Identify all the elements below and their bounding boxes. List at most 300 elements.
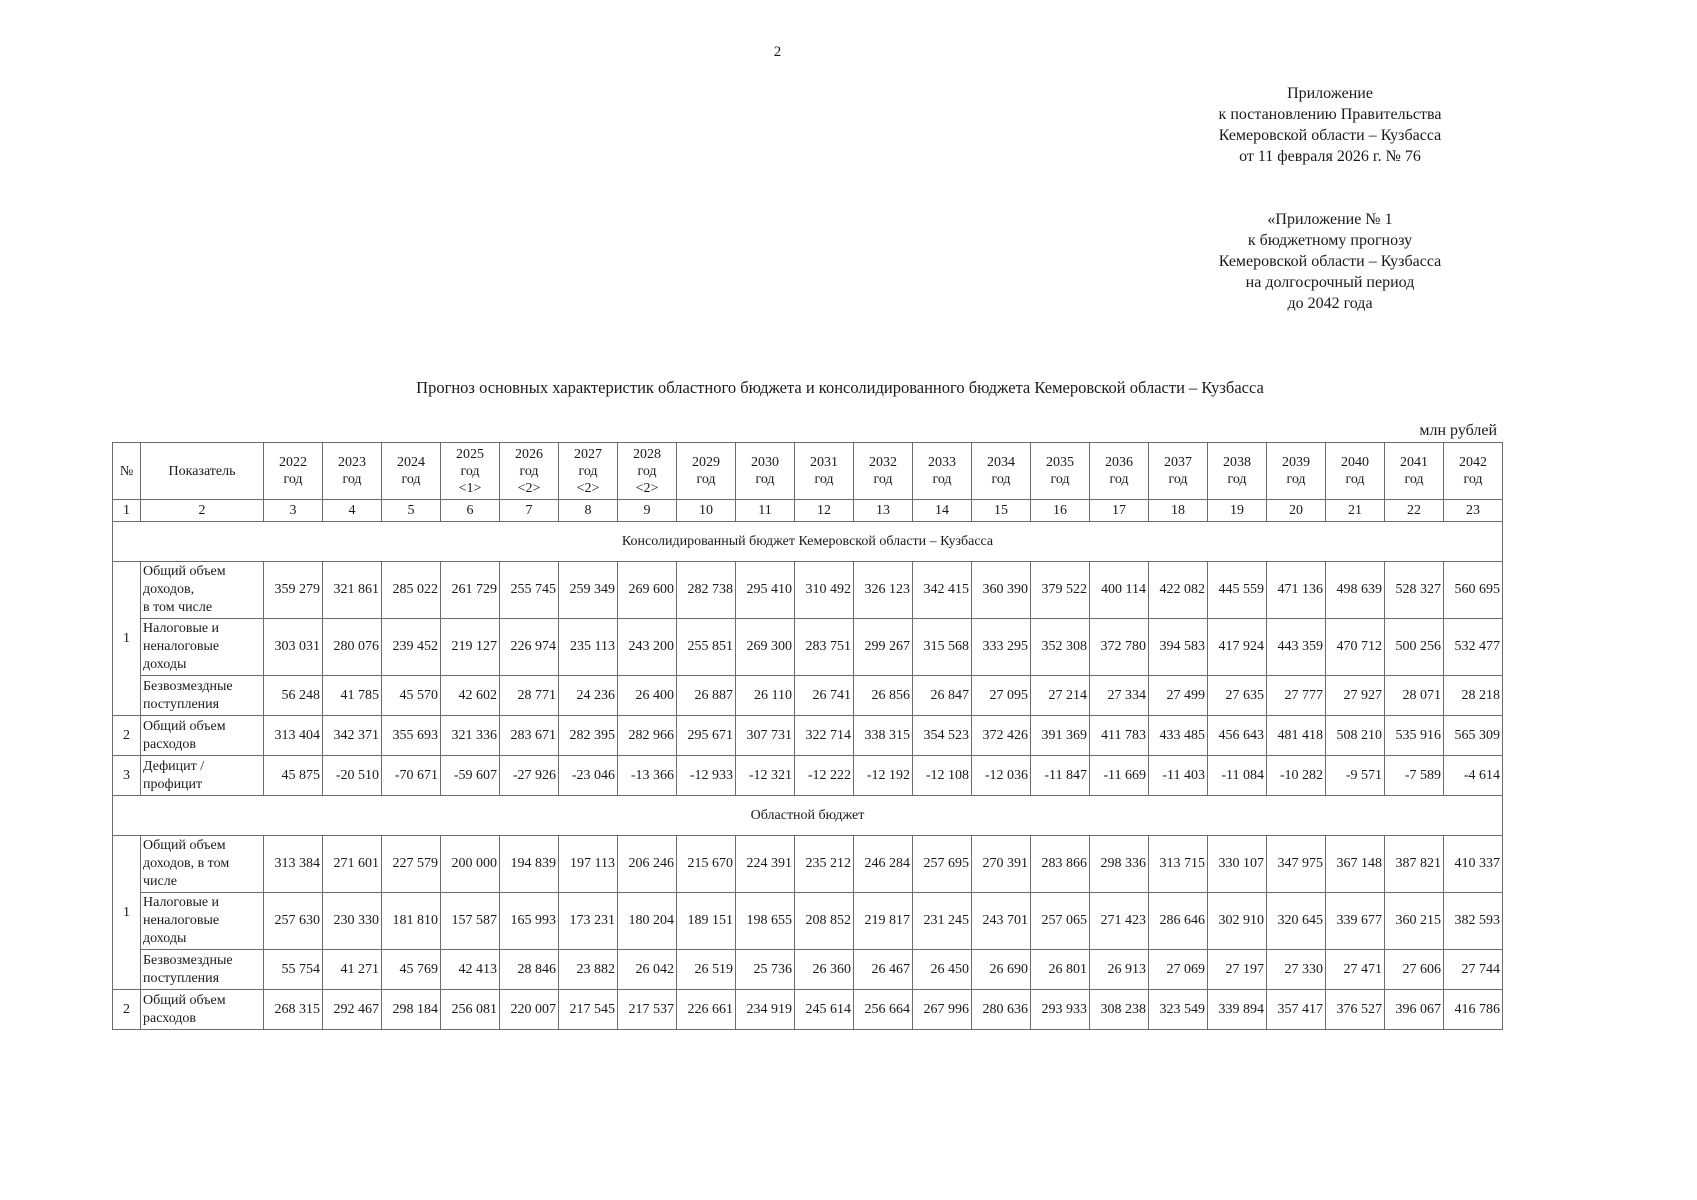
- header-year: [1444, 443, 1503, 500]
- value-cell: -12 222: [795, 756, 854, 796]
- row-label-line: Налоговые и: [143, 895, 220, 910]
- value-cell: 45 769: [382, 950, 441, 990]
- header-year-line: 2041: [1400, 455, 1428, 470]
- header-number: №: [113, 443, 141, 500]
- value-cell: 359 279: [264, 562, 323, 619]
- header-year-line: год: [814, 472, 834, 487]
- budget-forecast-table: [112, 442, 1503, 1030]
- value-cell: 347 975: [1267, 836, 1326, 893]
- value-cell: 326 123: [854, 562, 913, 619]
- header-year-line: год: [932, 472, 952, 487]
- header-year-line: 2042: [1459, 455, 1487, 470]
- value-cell: 234 919: [736, 990, 795, 1030]
- row-label-line: неналоговые: [143, 639, 220, 654]
- header-year: [972, 443, 1031, 500]
- value-cell: 565 309: [1444, 716, 1503, 756]
- value-cell: 410 337: [1444, 836, 1503, 893]
- column-number: 21: [1326, 500, 1385, 522]
- value-cell: 342 371: [323, 716, 382, 756]
- value-cell: 416 786: [1444, 990, 1503, 1030]
- header-year-line: год: [1286, 472, 1306, 487]
- value-cell: 471 136: [1267, 562, 1326, 619]
- value-cell: 261 729: [441, 562, 500, 619]
- header-year-line: год: [1345, 472, 1365, 487]
- value-cell: 282 395: [559, 716, 618, 756]
- value-cell: -4 614: [1444, 756, 1503, 796]
- appendix-line: к постановлению Правительства: [1218, 106, 1442, 123]
- row-label-line: в том числе: [143, 600, 213, 615]
- value-cell: 256 081: [441, 990, 500, 1030]
- header-year-line: год: [873, 472, 893, 487]
- value-cell: 308 238: [1090, 990, 1149, 1030]
- header-year: [382, 443, 441, 500]
- value-cell: 372 426: [972, 716, 1031, 756]
- row-label-line: Налоговые и: [143, 621, 220, 636]
- value-cell: 28 218: [1444, 676, 1503, 716]
- value-cell: 26 690: [972, 950, 1031, 990]
- value-cell: 243 701: [972, 893, 1031, 950]
- row-label: [141, 990, 264, 1030]
- value-cell: 198 655: [736, 893, 795, 950]
- header-year-line: год: [637, 463, 657, 479]
- appendix-line: на долгосрочный период: [1245, 274, 1415, 291]
- value-cell: -12 036: [972, 756, 1031, 796]
- value-cell: 321 336: [441, 716, 500, 756]
- value-cell: 456 643: [1208, 716, 1267, 756]
- value-cell: 42 413: [441, 950, 500, 990]
- row-label-line: Дефицит /: [143, 758, 205, 774]
- header-year: [1326, 443, 1385, 500]
- column-number: 18: [1149, 500, 1208, 522]
- value-cell: 417 924: [1208, 619, 1267, 676]
- value-cell: 338 315: [854, 716, 913, 756]
- row-label-line: доходы: [143, 931, 187, 946]
- value-cell: -10 282: [1267, 756, 1326, 796]
- document-title: Прогноз основных характеристик областного бюджета и консолидированного бюджета Кемеровской области – Кузбасса: [416, 378, 1264, 397]
- row-number: 1: [113, 562, 141, 716]
- table-row: [113, 950, 1503, 990]
- value-cell: -12 108: [913, 756, 972, 796]
- row-label-line: неналоговые: [143, 913, 220, 928]
- value-cell: 282 966: [618, 716, 677, 756]
- value-cell: 330 107: [1208, 836, 1267, 893]
- value-cell: 508 210: [1326, 716, 1385, 756]
- header-year: [1031, 443, 1090, 500]
- value-cell: 27 334: [1090, 676, 1149, 716]
- header-year: [1208, 443, 1267, 500]
- value-cell: 27 214: [1031, 676, 1090, 716]
- row-label-line: Общий объем: [143, 718, 226, 734]
- row-label-line: Безвозмездные: [143, 952, 233, 968]
- header-year-line: год: [1227, 472, 1247, 487]
- header-year-line: год: [401, 472, 421, 487]
- row-label: [141, 893, 264, 950]
- header-year-line: <1>: [458, 480, 482, 496]
- header-year-line: 2024: [397, 455, 425, 470]
- row-label: [141, 756, 264, 796]
- value-cell: 372 780: [1090, 619, 1149, 676]
- value-cell: 224 391: [736, 836, 795, 893]
- value-cell: 26 913: [1090, 950, 1149, 990]
- row-number: 2: [113, 716, 141, 756]
- value-cell: 27 744: [1444, 950, 1503, 990]
- column-number: 22: [1385, 500, 1444, 522]
- header-year-line: год: [991, 472, 1011, 487]
- value-cell: 45 875: [264, 756, 323, 796]
- value-cell: 42 602: [441, 676, 500, 716]
- value-cell: 257 630: [264, 893, 323, 950]
- header-year-line: 2028: [633, 446, 661, 462]
- value-cell: -59 607: [441, 756, 500, 796]
- header-year-line: 2033: [928, 455, 956, 470]
- header-year-line: год: [460, 463, 480, 479]
- header-year-line: 2023: [338, 455, 366, 470]
- value-cell: 27 606: [1385, 950, 1444, 990]
- value-cell: 27 635: [1208, 676, 1267, 716]
- header-year-line: год: [342, 472, 362, 487]
- header-year: [618, 443, 677, 500]
- row-number: 3: [113, 756, 141, 796]
- value-cell: -11 403: [1149, 756, 1208, 796]
- value-cell: 310 492: [795, 562, 854, 619]
- value-cell: 532 477: [1444, 619, 1503, 676]
- value-cell: 560 695: [1444, 562, 1503, 619]
- value-cell: 173 231: [559, 893, 618, 950]
- header-year-line: год: [283, 472, 303, 487]
- value-cell: 220 007: [500, 990, 559, 1030]
- table-row: [113, 716, 1503, 756]
- value-cell: 299 267: [854, 619, 913, 676]
- header-year-line: 2038: [1223, 455, 1251, 470]
- row-label-line: доходов,: [143, 582, 195, 597]
- value-cell: 315 568: [913, 619, 972, 676]
- value-cell: -27 926: [500, 756, 559, 796]
- value-cell: 227 579: [382, 836, 441, 893]
- value-cell: 298 336: [1090, 836, 1149, 893]
- header-year-line: 2036: [1105, 455, 1133, 470]
- header-year: [500, 443, 559, 500]
- header-year-line: год: [519, 463, 539, 479]
- column-number: 1: [113, 500, 141, 522]
- column-number: 2: [141, 500, 264, 522]
- table-row: [113, 562, 1503, 619]
- value-cell: 302 910: [1208, 893, 1267, 950]
- column-number: 4: [323, 500, 382, 522]
- row-label-line: Общий объем: [143, 992, 226, 1008]
- header-year-line: год: [1404, 472, 1424, 487]
- appendix-line: «Приложение № 1: [1267, 211, 1393, 228]
- value-cell: 269 600: [618, 562, 677, 619]
- value-cell: 194 839: [500, 836, 559, 893]
- value-cell: 231 245: [913, 893, 972, 950]
- header-year-line: год: [578, 463, 598, 479]
- value-cell: 26 519: [677, 950, 736, 990]
- value-cell: 357 417: [1267, 990, 1326, 1030]
- value-cell: 25 736: [736, 950, 795, 990]
- header-year: [1090, 443, 1149, 500]
- value-cell: 339 894: [1208, 990, 1267, 1030]
- value-cell: 226 974: [500, 619, 559, 676]
- value-cell: 411 783: [1090, 716, 1149, 756]
- value-cell: 500 256: [1385, 619, 1444, 676]
- value-cell: 235 212: [795, 836, 854, 893]
- value-cell: 189 151: [677, 893, 736, 950]
- value-cell: 257 695: [913, 836, 972, 893]
- value-cell: 200 000: [441, 836, 500, 893]
- header-year-line: 2032: [869, 455, 897, 470]
- value-cell: -11 847: [1031, 756, 1090, 796]
- appendix-line: от 11 февраля 2026 г. № 76: [1239, 148, 1421, 165]
- section-title: Консолидированный бюджет Кемеровской области – Кузбасса: [113, 522, 1503, 562]
- value-cell: 26 856: [854, 676, 913, 716]
- value-cell: 28 771: [500, 676, 559, 716]
- column-number: 9: [618, 500, 677, 522]
- value-cell: 217 545: [559, 990, 618, 1030]
- value-cell: 394 583: [1149, 619, 1208, 676]
- value-cell: 285 022: [382, 562, 441, 619]
- value-cell: 322 714: [795, 716, 854, 756]
- row-label-line: Общий объем: [143, 838, 226, 853]
- value-cell: 282 738: [677, 562, 736, 619]
- value-cell: 256 664: [854, 990, 913, 1030]
- value-cell: 26 847: [913, 676, 972, 716]
- column-number: 7: [500, 500, 559, 522]
- value-cell: 339 677: [1326, 893, 1385, 950]
- value-cell: 27 777: [1267, 676, 1326, 716]
- value-cell: 219 127: [441, 619, 500, 676]
- column-number: 10: [677, 500, 736, 522]
- section-title-row: [113, 522, 1503, 562]
- value-cell: 26 042: [618, 950, 677, 990]
- value-cell: -9 571: [1326, 756, 1385, 796]
- header-year: [1149, 443, 1208, 500]
- appendix-line: до 2042 года: [1287, 295, 1373, 312]
- value-cell: 197 113: [559, 836, 618, 893]
- header-year: [441, 443, 500, 500]
- value-cell: 271 423: [1090, 893, 1149, 950]
- value-cell: 239 452: [382, 619, 441, 676]
- value-cell: 217 537: [618, 990, 677, 1030]
- value-cell: -11 084: [1208, 756, 1267, 796]
- row-label-line: доходы: [143, 657, 187, 672]
- table-row: [113, 990, 1503, 1030]
- row-label-line: Общий объем: [143, 564, 226, 579]
- header-year-line: <2>: [517, 480, 541, 496]
- header-year-line: 2025: [456, 446, 484, 462]
- value-cell: 27 197: [1208, 950, 1267, 990]
- value-cell: 298 184: [382, 990, 441, 1030]
- header-year-line: 2035: [1046, 455, 1074, 470]
- value-cell: 333 295: [972, 619, 1031, 676]
- column-number: 14: [913, 500, 972, 522]
- appendix-approval-block: [1160, 83, 1500, 167]
- header-year-line: год: [1050, 472, 1070, 487]
- value-cell: 320 645: [1267, 893, 1326, 950]
- value-cell: 243 200: [618, 619, 677, 676]
- value-cell: 391 369: [1031, 716, 1090, 756]
- value-cell: 27 095: [972, 676, 1031, 716]
- column-number: 23: [1444, 500, 1503, 522]
- header-year: [264, 443, 323, 500]
- value-cell: 443 359: [1267, 619, 1326, 676]
- value-cell: 181 810: [382, 893, 441, 950]
- value-cell: 23 882: [559, 950, 618, 990]
- row-number: 2: [113, 990, 141, 1030]
- header-year-line: 2030: [751, 455, 779, 470]
- value-cell: 255 745: [500, 562, 559, 619]
- value-cell: -7 589: [1385, 756, 1444, 796]
- value-cell: 55 754: [264, 950, 323, 990]
- row-label-line: поступления: [143, 696, 220, 712]
- value-cell: 280 076: [323, 619, 382, 676]
- header-year-line: 2029: [692, 455, 720, 470]
- value-cell: 165 993: [500, 893, 559, 950]
- header-year: [1267, 443, 1326, 500]
- table-row: [113, 836, 1503, 893]
- value-cell: 295 671: [677, 716, 736, 756]
- row-label: [141, 562, 264, 619]
- value-cell: 230 330: [323, 893, 382, 950]
- row-label-line: профицит: [143, 776, 203, 792]
- header-year-line: 2022: [279, 455, 307, 470]
- column-number: 16: [1031, 500, 1090, 522]
- value-cell: 26 400: [618, 676, 677, 716]
- appendix-line: Кемеровской области – Кузбасса: [1218, 253, 1442, 270]
- value-cell: 26 360: [795, 950, 854, 990]
- value-cell: -11 669: [1090, 756, 1149, 796]
- units-label: млн рублей: [1419, 422, 1497, 439]
- column-number: 13: [854, 500, 913, 522]
- value-cell: 433 485: [1149, 716, 1208, 756]
- page-number: 2: [773, 44, 782, 60]
- value-cell: 313 384: [264, 836, 323, 893]
- value-cell: 180 204: [618, 893, 677, 950]
- row-label-line: числе: [143, 874, 177, 889]
- value-cell: 445 559: [1208, 562, 1267, 619]
- row-label: [141, 676, 264, 716]
- header-year-line: 2039: [1282, 455, 1310, 470]
- value-cell: 313 715: [1149, 836, 1208, 893]
- value-cell: 41 785: [323, 676, 382, 716]
- table-row: [113, 756, 1503, 796]
- value-cell: 355 693: [382, 716, 441, 756]
- value-cell: 268 315: [264, 990, 323, 1030]
- header-year: [913, 443, 972, 500]
- header-year-line: 2031: [810, 455, 838, 470]
- value-cell: 27 069: [1149, 950, 1208, 990]
- value-cell: 352 308: [1031, 619, 1090, 676]
- header-year-line: 2027: [574, 446, 602, 462]
- value-cell: 313 404: [264, 716, 323, 756]
- value-cell: 56 248: [264, 676, 323, 716]
- value-cell: 354 523: [913, 716, 972, 756]
- value-cell: -23 046: [559, 756, 618, 796]
- value-cell: 321 861: [323, 562, 382, 619]
- header-year: [795, 443, 854, 500]
- value-cell: 528 327: [1385, 562, 1444, 619]
- header-year: [559, 443, 618, 500]
- section-title: Областной бюджет: [113, 796, 1503, 836]
- value-cell: 360 215: [1385, 893, 1444, 950]
- value-cell: 28 071: [1385, 676, 1444, 716]
- header-year: [1385, 443, 1444, 500]
- value-cell: 303 031: [264, 619, 323, 676]
- row-label-line: Безвозмездные: [143, 678, 233, 694]
- value-cell: 26 741: [795, 676, 854, 716]
- value-cell: 257 065: [1031, 893, 1090, 950]
- appendix-forecast-block: [1160, 209, 1500, 314]
- header-indicator: Показатель: [141, 443, 264, 500]
- header-year-line: 2040: [1341, 455, 1369, 470]
- value-cell: 360 390: [972, 562, 1031, 619]
- value-cell: -12 321: [736, 756, 795, 796]
- column-number: 19: [1208, 500, 1267, 522]
- value-cell: 26 110: [736, 676, 795, 716]
- header-year-line: год: [696, 472, 716, 487]
- value-cell: 208 852: [795, 893, 854, 950]
- column-number: 12: [795, 500, 854, 522]
- header-year-line: год: [1463, 472, 1483, 487]
- value-cell: -20 510: [323, 756, 382, 796]
- row-label: [141, 619, 264, 676]
- value-cell: 27 330: [1267, 950, 1326, 990]
- header-year: [736, 443, 795, 500]
- row-label-line: расходов: [143, 1010, 197, 1026]
- header-year-line: <2>: [635, 480, 659, 496]
- value-cell: -12 192: [854, 756, 913, 796]
- value-cell: 24 236: [559, 676, 618, 716]
- value-cell: 27 499: [1149, 676, 1208, 716]
- row-label-line: доходов, в том: [143, 856, 230, 871]
- appendix-line: Приложение: [1287, 85, 1373, 102]
- header-year-line: год: [1109, 472, 1129, 487]
- row-label: [141, 716, 264, 756]
- value-cell: 226 661: [677, 990, 736, 1030]
- column-number: 20: [1267, 500, 1326, 522]
- value-cell: 27 927: [1326, 676, 1385, 716]
- column-number: 11: [736, 500, 795, 522]
- value-cell: 481 418: [1267, 716, 1326, 756]
- value-cell: 219 817: [854, 893, 913, 950]
- value-cell: 286 646: [1149, 893, 1208, 950]
- value-cell: 245 614: [795, 990, 854, 1030]
- value-cell: 470 712: [1326, 619, 1385, 676]
- header-year-line: 2026: [515, 446, 543, 462]
- row-label-line: поступления: [143, 970, 220, 986]
- value-cell: 295 410: [736, 562, 795, 619]
- value-cell: 498 639: [1326, 562, 1385, 619]
- value-cell: 26 801: [1031, 950, 1090, 990]
- column-number: 15: [972, 500, 1031, 522]
- value-cell: 376 527: [1326, 990, 1385, 1030]
- column-number: 3: [264, 500, 323, 522]
- value-cell: 283 751: [795, 619, 854, 676]
- value-cell: 382 593: [1444, 893, 1503, 950]
- value-cell: 259 349: [559, 562, 618, 619]
- value-cell: 270 391: [972, 836, 1031, 893]
- header-year-line: 2037: [1164, 455, 1192, 470]
- column-number: 5: [382, 500, 441, 522]
- value-cell: 255 851: [677, 619, 736, 676]
- value-cell: -70 671: [382, 756, 441, 796]
- value-cell: 422 082: [1149, 562, 1208, 619]
- value-cell: 27 471: [1326, 950, 1385, 990]
- value-cell: 367 148: [1326, 836, 1385, 893]
- value-cell: 396 067: [1385, 990, 1444, 1030]
- appendix-line: к бюджетному прогнозу: [1247, 232, 1413, 249]
- value-cell: 271 601: [323, 836, 382, 893]
- value-cell: 307 731: [736, 716, 795, 756]
